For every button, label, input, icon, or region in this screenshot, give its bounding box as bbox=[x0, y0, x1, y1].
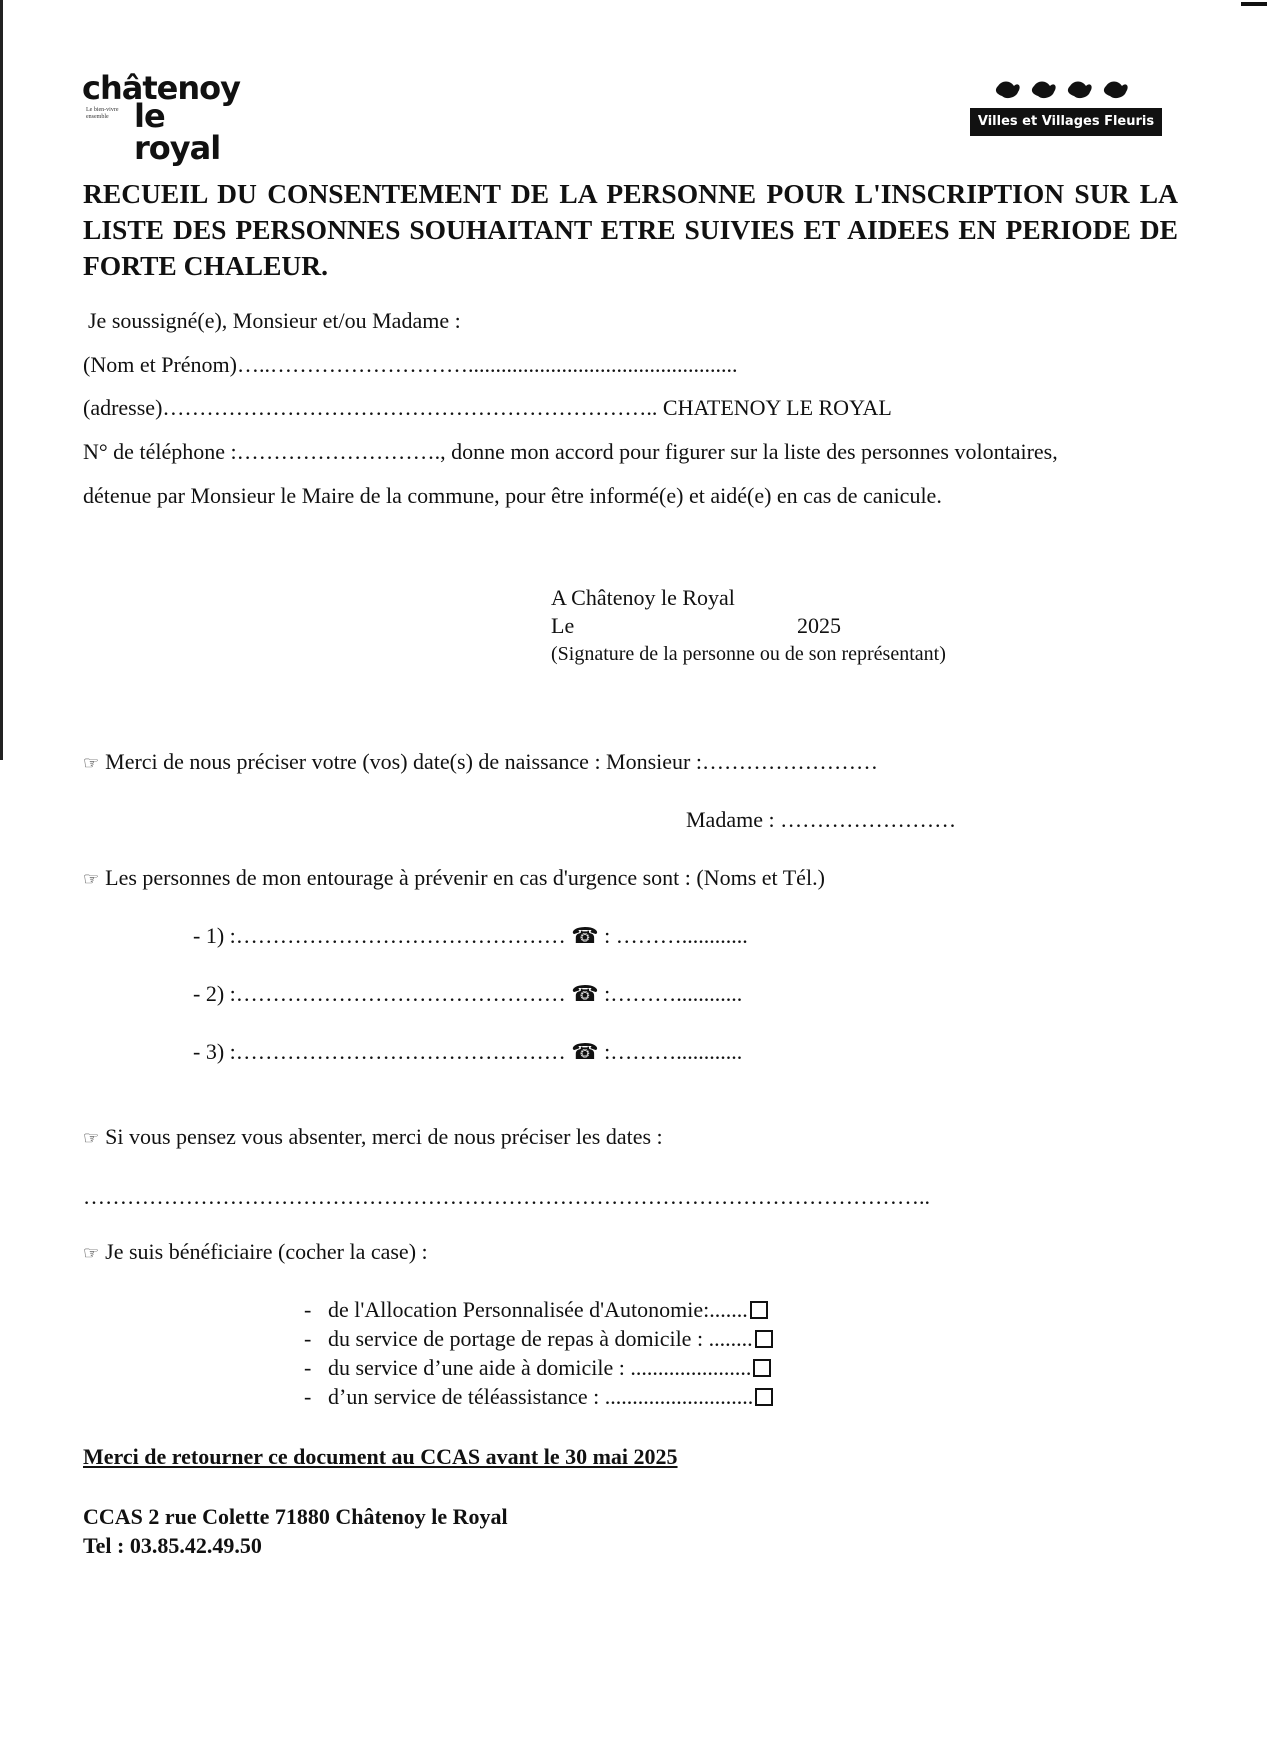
contact-name-dots: ……………………………………… bbox=[235, 1039, 566, 1064]
benefit-label: du service d’une aide à domicile : ...................... bbox=[328, 1355, 752, 1380]
contacts-heading bbox=[83, 864, 825, 893]
name-field-line: (Nom et Prénom)…..………………………................................................. bbox=[83, 352, 738, 377]
benefit-label: d’un service de téléassistance : ........................... bbox=[328, 1384, 754, 1409]
contact-number: - 2) : bbox=[193, 981, 236, 1006]
benefit-item: - du service d’une aide à domicile : ...................... bbox=[304, 1354, 771, 1382]
contacts-label: Les personnes de mon entourage à prévenir en cas d'urgence sont : (Noms et Tél.) bbox=[105, 865, 825, 890]
absence-label: Si vous pensez vous absenter, merci de nous préciser les dates : bbox=[105, 1124, 663, 1149]
benefit-item: - de l'Allocation Personnalisée d'Autonomie:....... bbox=[304, 1296, 768, 1324]
telephone-icon: ☎ bbox=[565, 981, 605, 1006]
checkbox-icon[interactable] bbox=[750, 1301, 768, 1319]
scan-edge-left bbox=[0, 0, 3, 760]
contact-row bbox=[193, 1038, 742, 1066]
flower-icon bbox=[1032, 82, 1056, 99]
contact-tel-dots: ………............ bbox=[615, 923, 748, 948]
absence-heading bbox=[83, 1123, 663, 1152]
contact-number: - 3) : bbox=[193, 1039, 236, 1064]
flowers-row bbox=[994, 80, 1134, 104]
ccas-phone: Tel : 03.85.42.49.50 bbox=[83, 1533, 262, 1558]
consent-text: détenue par Monsieur le Maire de la commune, pour être informé(e) et aidé(e) en cas de canicule. bbox=[83, 483, 942, 508]
benefit-label: de l'Allocation Personnalisée d'Autonomie:....... bbox=[328, 1297, 748, 1322]
checkbox-icon[interactable] bbox=[755, 1330, 773, 1348]
town-logo bbox=[82, 69, 252, 167]
address-field-line: (adresse)………………………………………………………….. CHATENOY LE ROYAL bbox=[83, 395, 892, 420]
signature-date-label: Le bbox=[551, 613, 575, 638]
flower-icon bbox=[1104, 82, 1128, 99]
pointing-hand-icon: ☞ bbox=[83, 1243, 100, 1263]
contact-sep: : bbox=[604, 1039, 611, 1064]
contact-name-dots: ……………………………………… bbox=[235, 981, 566, 1006]
contact-name-dots: ……………………………………… bbox=[235, 923, 566, 948]
birth-date-line bbox=[83, 748, 878, 777]
document-title: RECUEIL DU CONSENTEMENT DE LA PERSONNE POUR L'INSCRIPTION SUR LA LISTE DES PERSONNES SOUHAITANT ETRE SUIVIES ET AIDEES EN PERIODE DE FORTE CHALEUR. bbox=[83, 178, 1178, 281]
villes-fleuris-badge bbox=[970, 80, 1162, 142]
contact-row bbox=[193, 980, 742, 1008]
pointing-hand-icon: ☞ bbox=[83, 869, 100, 889]
logo-line1: châtenoy bbox=[82, 69, 240, 107]
signature-note: (Signature de la personne ou de son représentant) bbox=[551, 643, 946, 665]
pointing-hand-icon: ☞ bbox=[83, 1128, 100, 1148]
pointing-hand-icon: ☞ bbox=[83, 753, 100, 773]
benefit-item: - du service de portage de repas à domicile : ........ bbox=[304, 1325, 773, 1353]
telephone-icon: ☎ bbox=[565, 923, 605, 948]
benefits-label: Je suis bénéficiaire (cocher la case) : bbox=[105, 1239, 428, 1264]
benefit-label: du service de portage de repas à domicile : ........ bbox=[328, 1326, 753, 1351]
logo-tagline: Le bien-vivre ensemble bbox=[86, 107, 119, 120]
checkbox-icon[interactable] bbox=[753, 1359, 771, 1377]
contact-sep: : bbox=[604, 981, 611, 1006]
scan-edge-right bbox=[1241, 2, 1267, 6]
contact-tel-dots: ………............ bbox=[610, 1039, 743, 1064]
birth-date-madame: Madame : …………………… bbox=[686, 807, 957, 832]
contact-sep: : bbox=[604, 923, 611, 948]
return-deadline-note: Merci de retourner ce document au CCAS avant le 30 mai 2025 bbox=[83, 1444, 678, 1469]
telephone-icon: ☎ bbox=[565, 1039, 605, 1064]
contact-tel-dots: ………............ bbox=[610, 981, 743, 1006]
absence-dots-line: …………………………………………………………………………………………………….. bbox=[83, 1184, 930, 1209]
benefits-heading bbox=[83, 1238, 428, 1267]
logo-line2: le royal bbox=[134, 97, 221, 167]
flower-icon bbox=[1068, 82, 1092, 99]
benefit-item: - d’un service de téléassistance : ........................... bbox=[304, 1383, 773, 1411]
ccas-address: CCAS 2 rue Colette 71880 Châtenoy le Royal bbox=[83, 1504, 508, 1529]
phone-field-line: N° de téléphone :………………………., donne mon accord pour figurer sur la liste des personnes volontaires, bbox=[83, 439, 1058, 464]
contact-row bbox=[193, 922, 748, 950]
signature-year: 2025 bbox=[797, 613, 841, 638]
checkbox-icon[interactable] bbox=[755, 1388, 773, 1406]
badge-label: Villes et Villages Fleuris bbox=[970, 108, 1162, 136]
contact-number: - 1) : bbox=[193, 923, 236, 948]
flower-icon bbox=[996, 82, 1020, 99]
signature-place: A Châtenoy le Royal bbox=[551, 585, 735, 610]
intro-text: Je soussigné(e), Monsieur et/ou Madame : bbox=[88, 308, 461, 333]
birth-date-label: Merci de nous préciser votre (vos) date(s) de naissance : Monsieur :…………………… bbox=[105, 749, 878, 774]
